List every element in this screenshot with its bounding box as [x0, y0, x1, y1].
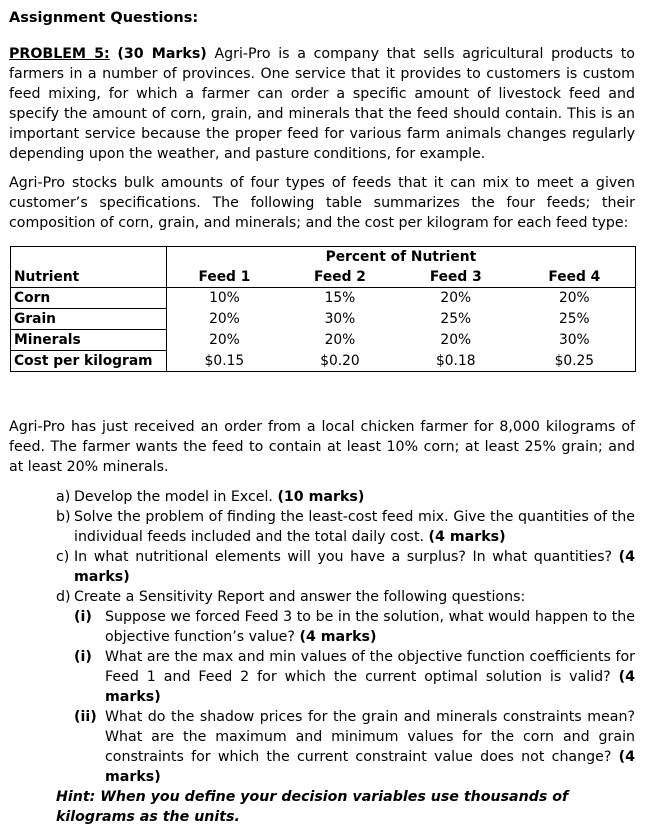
question-c: c) In what nutritional elements will you have a surplus? In what quantities? (4 marks) — [56, 549, 635, 585]
problem-intro — [9, 44, 635, 164]
feed-composition-table — [10, 246, 636, 372]
table-row: Corn 10% 15% 20% 20% — [11, 288, 636, 309]
order-paragraph: Agri-Pro has just received an order from a local chicken farmer for 8,000 kilograms of feed. The farmer wants the feed to contain at least 10% corn; at least 25% grain; and at least 20% minerals. — [9, 419, 635, 475]
question-d-subitems — [74, 607, 635, 787]
problem-marks: (30 Marks) — [117, 46, 207, 62]
table-row: Cost per kilogram $0.15 $0.20 $0.18 $0.25 — [11, 351, 636, 372]
table-header-row — [11, 267, 636, 288]
col-header-feed-3: Feed 3 — [398, 267, 514, 288]
problem-paragraph-2: Agri-Pro stocks bulk amounts of four types of feeds that it can mix to meet a given customer’s specifications. The following table summarizes the four feeds; their composition of corn, grain, and minerals; and the cost per kilogram for each feed type: — [9, 175, 635, 231]
table-group-header-row — [11, 247, 636, 268]
table-row: Minerals 20% 20% 20% 30% — [11, 330, 636, 351]
table-row: Grain 20% 30% 25% 25% — [11, 309, 636, 330]
question-list — [56, 487, 635, 787]
col-header-feed-2: Feed 2 — [282, 267, 398, 288]
question-d-sub-3: (ii) What do the shadow prices for the grain and minerals constraints mean? What are the maximum and minimum values for the corn and grain constraints for which the current constraint value does not change? (4 marks) — [74, 709, 636, 785]
problem-title: PROBLEM 5: — [9, 46, 110, 62]
question-d: d) Create a Sensitivity Report and answer the following questions: (i) Suppose we forced Feed 3 to be in the solution, what would happen to the objective function’s value? (4 marks) (i) What are the max and min values of the objective function coefficients for Feed 1 and Feed 2 for which the current optimal solution is valid? (4 marks) (ii) What do the shadow prices for the grain and minerals constraints mean? What are the maximum and minimum values for the corn and grain constraints for which the current constraint value does not change? (4 marks) — [56, 589, 636, 785]
col-header-feed-4: Feed 4 — [514, 267, 636, 288]
hint-text: Hint: When you define your decision variables use thousands of kilograms as the units. — [56, 789, 569, 825]
problem-paragraph-1: Agri-Pro is a company that sells agricultural products to farmers in a number of provinces. One service that it provides to customers is custom feed mixing, for which a farmer can order a specific amount of livestock feed and specify the amount of corn, grain, and minerals that the feed should contain. This is an important service because the proper feed for various farm animals changes regularly depending upon the weather, and pasture conditions, for example. — [9, 46, 635, 162]
question-d-sub-2: (i) What are the max and min values of the objective function coefficients for Feed 1 and Feed 2 for which the current optimal solution is valid? (4 marks) — [74, 649, 636, 705]
question-a: a) Develop the model in Excel. (10 marks) — [56, 489, 365, 505]
col-header-feed-1: Feed 1 — [166, 267, 282, 288]
question-d-sub-1: (i) Suppose we forced Feed 3 to be in the solution, what would happen to the objective function’s value? (4 marks) — [74, 609, 635, 645]
question-b: b) Solve the problem of finding the least-cost feed mix. Give the quantities of the individual feeds included and the total daily cost. (4 marks) — [56, 509, 635, 545]
group-header: Percent of Nutrient — [166, 247, 635, 268]
col-header-nutrient: Nutrient — [11, 267, 167, 288]
page-heading: Assignment Questions: — [9, 10, 199, 26]
